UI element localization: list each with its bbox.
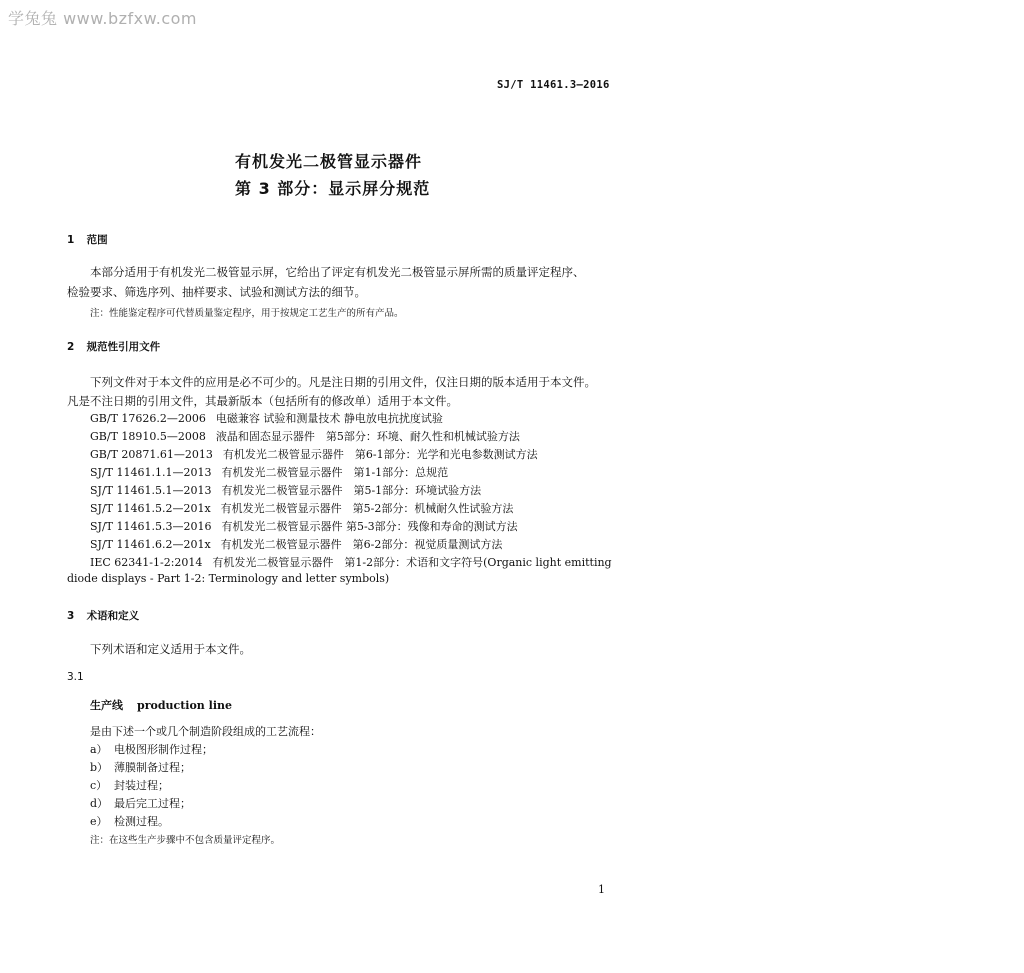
reference-item	[90, 446, 538, 462]
list-item	[90, 795, 191, 811]
reference-item	[90, 536, 502, 552]
list-item-text: 电极图形制作过程；	[114, 743, 213, 756]
document-title-line1: 有机发光二极管显示器件	[235, 152, 423, 171]
term-heading	[90, 697, 232, 713]
list-item-text: 检测过程。	[114, 815, 169, 828]
reference-item	[90, 500, 513, 516]
reference-code: GB/T 20871.61—2013	[90, 448, 213, 461]
section-number: 2	[67, 341, 75, 353]
reference-item	[90, 518, 518, 534]
list-item	[90, 813, 169, 829]
watermark: 学兔兔 www.bzfxw.com	[8, 9, 197, 28]
section-3-heading	[67, 608, 139, 623]
document-title-line2: 第 3 部分：显示屏分规范	[235, 179, 431, 198]
section-1-heading	[67, 232, 108, 247]
list-item-text: 最后完工过程；	[114, 797, 191, 810]
section-3-note: 注：在这些生产步骤中不包含质量评定程序。	[90, 835, 281, 846]
reference-code: SJ/T 11461.5.2—201x	[90, 502, 211, 515]
section-title: 规范性引用文件	[86, 341, 161, 353]
reference-code: GB/T 17626.2—2006	[90, 412, 206, 425]
reference-item	[90, 464, 448, 480]
term-definition: 是由下述一个或几个制造阶段组成的工艺流程：	[90, 725, 321, 738]
section-2-paragraph-line1: 下列文件对于本文件的应用是必不可少的。凡是注日期的引用文件，仅注日期的版本适用于本文件。	[90, 375, 596, 389]
section-number: 3	[67, 610, 75, 622]
section-3-intro: 下列术语和定义适用于本文件。	[90, 642, 251, 656]
reference-title: 有机发光二极管显示器件 第6-1部分：光学和光电参数测试方法	[222, 448, 538, 461]
reference-title: 有机发光二极管显示器件 第6-2部分：视觉质量测试方法	[220, 538, 503, 551]
list-item	[90, 759, 191, 775]
reference-title: 电磁兼容 试验和测量技术 静电放电抗扰度试验	[215, 412, 443, 425]
reference-title: 有机发光二极管显示器件 第1-1部分：总规范	[221, 466, 449, 479]
reference-title: 有机发光二极管显示器件 第1-2部分：术语和文字符号(Organic light emitting	[212, 556, 612, 569]
section-1-paragraph-line2: 检验要求、筛选序列、抽样要求、试验和测试方法的细节。	[67, 285, 366, 299]
reference-item	[90, 410, 443, 426]
reference-title: 有机发光二极管显示器件 第5-2部分：机械耐久性试验方法	[220, 502, 514, 515]
term-chinese: 生产线	[90, 699, 123, 712]
list-item-label: a）	[90, 743, 108, 756]
section-2-heading	[67, 339, 160, 354]
section-1-note: 注：性能鉴定程序可代替质量鉴定程序，用于按规定工艺生产的所有产品。	[90, 308, 404, 319]
reference-code: SJ/T 11461.5.1—2013	[90, 484, 212, 497]
reference-title: 有机发光二极管显示器件 第5-1部分：环境试验方法	[221, 484, 482, 497]
standard-code: SJ/T 11461.3—2016	[497, 79, 610, 91]
section-1-paragraph-line1: 本部分适用于有机发光二极管显示屏，它给出了评定有机发光二极管显示屏所需的质量评定程序、	[90, 265, 585, 279]
reference-code: SJ/T 11461.5.3—2016	[90, 520, 212, 533]
reference-item	[90, 482, 481, 498]
list-item-text: 封装过程；	[114, 779, 169, 792]
reference-code: GB/T 18910.5—2008	[90, 430, 206, 443]
section-2-paragraph-line2: 凡是不注日期的引用文件，其最新版本（包括所有的修改单）适用于本文件。	[67, 394, 458, 408]
page-number: 1	[598, 883, 605, 896]
list-item-text: 薄膜制备过程；	[114, 761, 191, 774]
reference-title: 有机发光二极管显示器件 第5-3部分：残像和寿命的测试方法	[221, 520, 518, 533]
list-item-label: b）	[90, 761, 109, 774]
reference-code: SJ/T 11461.6.2—201x	[90, 538, 211, 551]
reference-continuation: diode displays - Part 1-2: Terminology and letter symbols)	[67, 572, 390, 585]
list-item-label: d）	[90, 797, 109, 810]
reference-code: SJ/T 11461.1.1—2013	[90, 466, 212, 479]
list-item-label: e）	[90, 815, 108, 828]
reference-code: IEC 62341-1-2:2014	[90, 556, 203, 569]
section-number: 1	[67, 234, 75, 246]
reference-item	[90, 554, 612, 570]
reference-item	[90, 428, 520, 444]
section-title: 范围	[86, 234, 108, 246]
list-item	[90, 741, 213, 757]
list-item-label: c）	[90, 779, 108, 792]
subsection-number: 3.1	[67, 671, 84, 683]
term-english: production line	[137, 699, 232, 712]
section-title: 术语和定义	[86, 610, 140, 622]
list-item	[90, 777, 169, 793]
reference-title: 液晶和固态显示器件 第5部分：环境、耐久性和机械试验方法	[215, 430, 520, 443]
